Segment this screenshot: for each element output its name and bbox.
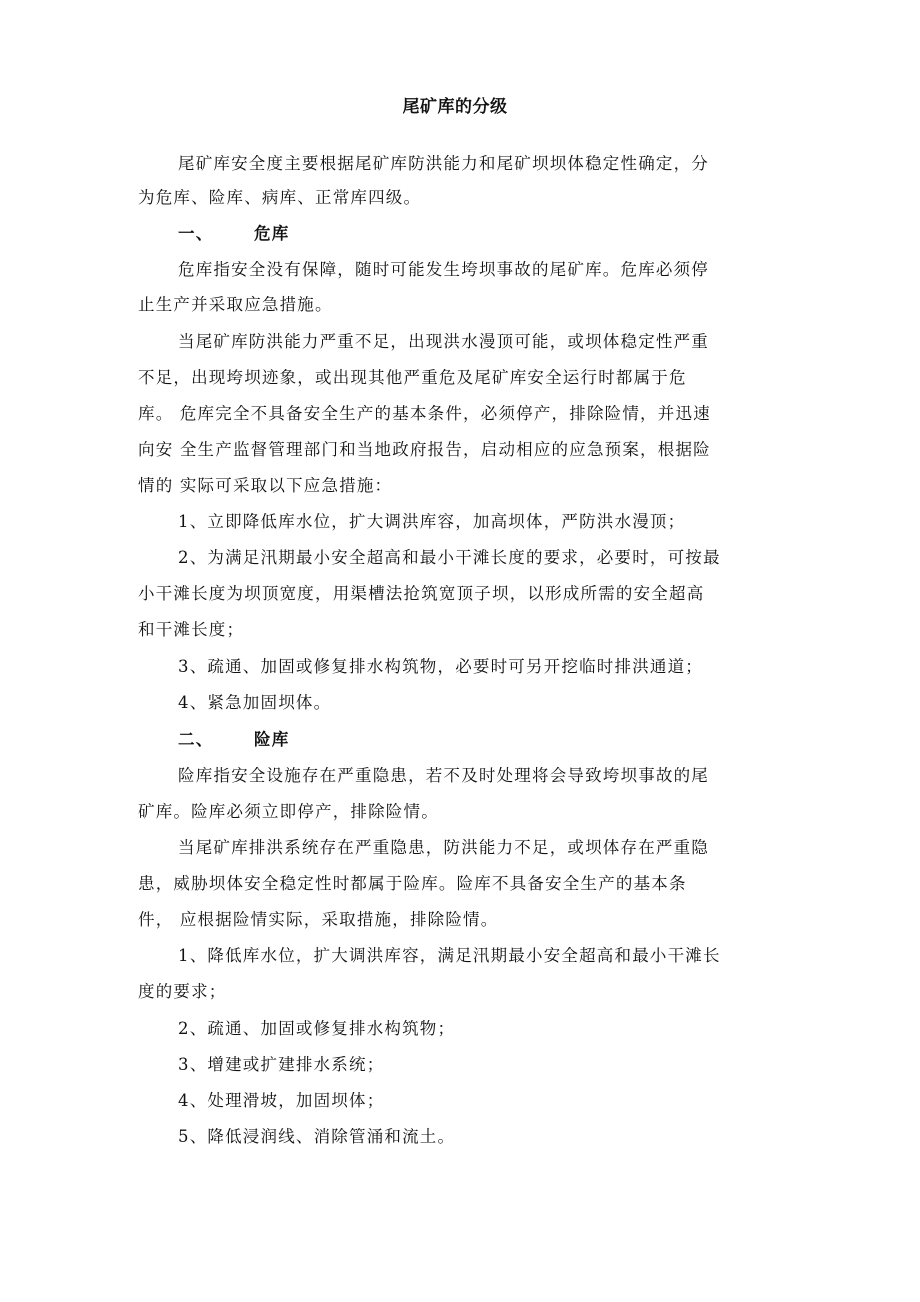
list-item: 3、疏通、加固或修复排水构筑物，必要时可另开挖临时排洪通道； [178, 657, 703, 676]
paragraph-line: 为危库、险库、病库、正常库四级。 [138, 188, 422, 207]
paragraph-line: 件， 应根据险情实际，采取措施，排除险情。 [138, 910, 499, 929]
paragraph-line: 止生产并采取应急措施。 [138, 295, 333, 314]
paragraph-line: 危库指安全没有保障，随时可能发生垮坝事故的尾矿库。危库必须停 [178, 260, 709, 279]
paragraph-line: 不足，出现垮坝迹象，或出现其他严重危及尾矿库安全运行时都属于危 [138, 368, 687, 387]
paragraph-line: 和干滩长度； [138, 620, 245, 639]
page-title: 尾矿库的分级 [402, 97, 508, 117]
paragraph-line: 库。 危库完全不具备安全生产的基本条件，必须停产，排除险情，并迅速 [138, 404, 711, 423]
section-heading-1 [178, 222, 289, 246]
list-item: 2、疏通、加固或修复排水构筑物； [178, 1019, 456, 1038]
list-item: 1、降低库水位，扩大调洪库容，满足汛期最小安全超高和最小干滩长 [178, 946, 721, 965]
section-heading-2 [178, 728, 289, 752]
section-label: 危库 [254, 224, 290, 243]
paragraph-line: 向安 全生产监督管理部门和当地政府报告，启动相应的应急预案，根据险 [138, 440, 711, 459]
paragraph-line: 矿库。险库必须立即停产，排除险情。 [138, 802, 439, 821]
list-item: 4、紧急加固坝体。 [178, 693, 332, 712]
paragraph-line: 险库指安全设施存在严重隐患，若不及时处理将会导致垮坝事故的尾 [178, 766, 709, 785]
list-item: 4、处理滑坡，加固坝体； [178, 1091, 385, 1110]
paragraph-line: 患，威胁坝体安全稳定性时都属于险库。险库不具备安全生产的基本条 [138, 874, 687, 893]
paragraph-line: 当尾矿库防洪能力严重不足，出现洪水漫顶可能，或坝体稳定性严重 [178, 332, 709, 351]
paragraph-line: 当尾矿库排洪系统存在严重隐患，防洪能力不足，或坝体存在严重隐 [178, 838, 709, 857]
section-number: 二、 [178, 730, 214, 749]
list-item: 2、为满足汛期最小安全超高和最小干滩长度的要求，必要时，可按最 [178, 548, 721, 567]
paragraph-line: 尾矿库安全度主要根据尾矿库防洪能力和尾矿坝坝体稳定性确定，分 [178, 154, 709, 173]
section-number: 一、 [178, 224, 214, 243]
list-item: 3、增建或扩建排水系统； [178, 1055, 385, 1074]
section-label: 险库 [254, 730, 290, 749]
paragraph-line: 小干滩长度为坝顶宽度，用渠槽法抢筑宽顶子坝，以形成所需的安全超高 [138, 584, 705, 603]
list-item: 1、立即降低库水位，扩大调洪库容，加高坝体，严防洪水漫顶； [178, 512, 686, 531]
paragraph-line: 情的 实际可采取以下应急措施： [138, 476, 393, 495]
paragraph-line: 度的要求； [138, 982, 227, 1001]
list-item: 5、降低浸润线、消除管涌和流土。 [178, 1127, 456, 1146]
